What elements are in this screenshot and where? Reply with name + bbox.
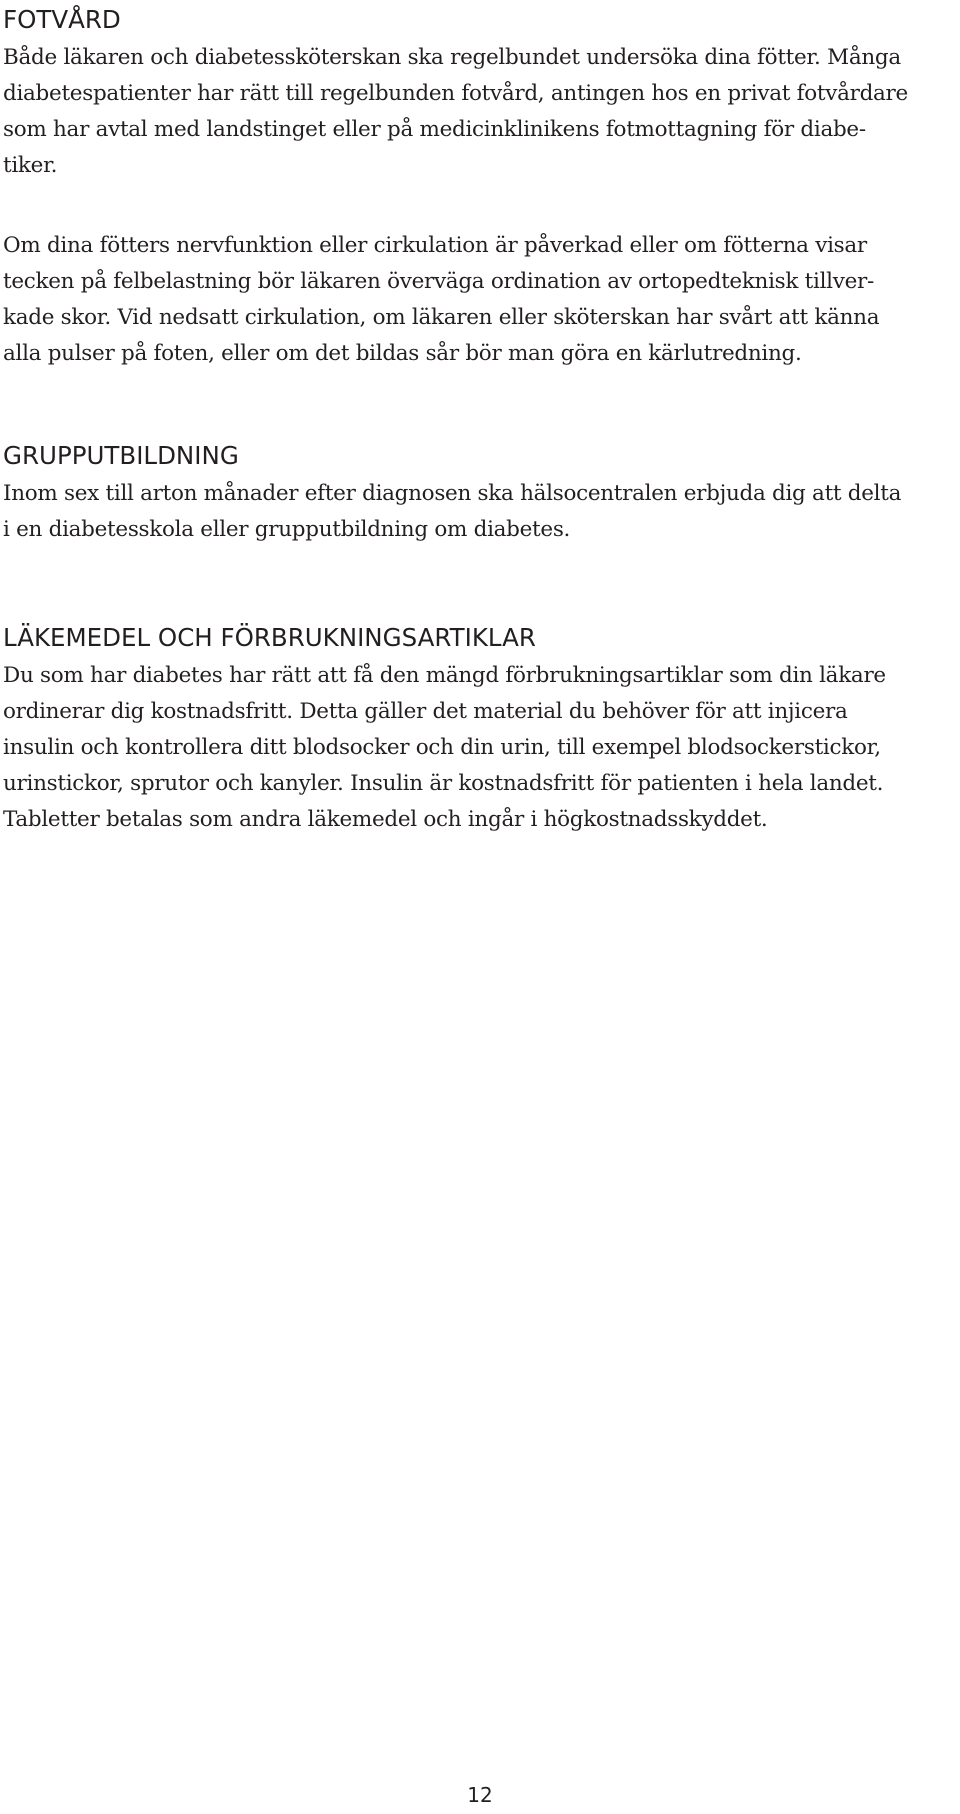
paragraph: [3, 658, 886, 838]
paragraph: [3, 228, 879, 372]
text-line: Inom sex till arton månader efter diagnosen ska hälsocentralen erbjuda dig att delta: [3, 481, 902, 506]
paragraph: [3, 40, 908, 184]
section-lakemedel: [3, 620, 886, 838]
page-number: [0, 1783, 960, 1807]
section-heading: FOTVÅRD: [3, 5, 121, 34]
text-line: som har avtal med landstinget eller på medicinklinikens fotmottagning för diabe-: [3, 117, 866, 142]
text-line: tiker.: [3, 153, 58, 178]
section-grupputbildning: [3, 438, 901, 548]
text-line: insulin och kontrollera ditt blodsocker och din urin, till exempel blodsockerstickor,: [3, 735, 881, 760]
section-heading: GRUPPUTBILDNING: [3, 441, 239, 470]
text-line: diabetespatienter har rätt till regelbunden fotvård, antingen hos en privat fotvårdare: [3, 81, 908, 106]
text-line: Om dina fötters nervfunktion eller cirkulation är påverkad eller om fötterna visar: [3, 233, 867, 258]
text-line: alla pulser på foten, eller om det bildas sår bör man göra en kärlutredning.: [3, 341, 802, 366]
text-line: ordinerar dig kostnadsfritt. Detta gäller det material du behöver för att injicera: [3, 699, 848, 724]
text-line: tecken på felbelastning bör läkaren överväga ordination av ortopedteknisk tillver-: [3, 269, 874, 294]
text-line: urinstickor, sprutor och kanyler. Insulin är kostnadsfritt för patienten i hela landet.: [3, 771, 884, 796]
paragraph: [3, 476, 901, 548]
text-line: Tabletter betalas som andra läkemedel och ingår i högkostnadsskyddet.: [3, 807, 768, 832]
section-fotvard: [3, 2, 908, 184]
section-heading: LÄKEMEDEL OCH FÖRBRUKNINGSARTIKLAR: [3, 623, 536, 652]
text-line: Både läkaren och diabetessköterskan ska regelbundet undersöka dina fötter. Många: [3, 45, 901, 70]
text-line: Du som har diabetes har rätt att få den mängd förbrukningsartiklar som din läkare: [3, 663, 886, 688]
text-line: kade skor. Vid nedsatt cirkulation, om läkaren eller sköterskan har svårt att känna: [3, 305, 880, 330]
text-line: i en diabetesskola eller grupputbildning om diabetes.: [3, 517, 571, 542]
page-number-label: 12: [467, 1783, 493, 1807]
